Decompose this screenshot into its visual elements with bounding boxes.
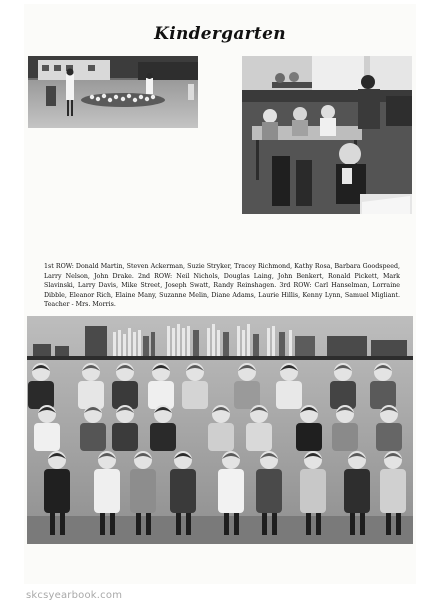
child-body (148, 381, 174, 409)
outdoor-photo-image (28, 56, 198, 128)
child-leg (100, 513, 105, 535)
child-leg (386, 513, 391, 535)
child-leg (110, 513, 115, 535)
child-body (112, 423, 138, 451)
child-leg (224, 513, 229, 535)
child-body (234, 381, 260, 409)
child-leg (272, 513, 277, 535)
child-body (28, 381, 54, 409)
outdoor-class-photo (28, 56, 198, 128)
child-body (296, 423, 322, 451)
child-body (170, 469, 196, 513)
child-body (94, 469, 120, 513)
child-leg (396, 513, 401, 535)
class-photo-image (27, 316, 413, 544)
child-body (130, 469, 156, 513)
child-body (208, 423, 234, 451)
child-leg (146, 513, 151, 535)
child-body (300, 469, 326, 513)
child-body (78, 381, 104, 409)
child-leg (176, 513, 181, 535)
child-body (246, 423, 272, 451)
child-leg (136, 513, 141, 535)
child-body (182, 381, 208, 409)
child-leg (360, 513, 365, 535)
child-body (44, 469, 70, 513)
child-body (34, 423, 60, 451)
child-body (344, 469, 370, 513)
child-body (256, 469, 282, 513)
child-leg (262, 513, 267, 535)
watermark-text: skcsyearbook.com (26, 590, 123, 601)
child-body (370, 381, 396, 409)
class-group-photo (27, 316, 413, 544)
child-leg (234, 513, 239, 535)
child-body (150, 423, 176, 451)
table-photo-image (242, 56, 412, 214)
child-body (332, 423, 358, 451)
child-body (330, 381, 356, 409)
child-leg (350, 513, 355, 535)
child-body (376, 423, 402, 451)
child-leg (60, 513, 65, 535)
child-body (112, 381, 138, 409)
child-leg (50, 513, 55, 535)
child-leg (316, 513, 321, 535)
class-roster-caption: 1st ROW: Donald Martin, Steven Ackerman, Suzie Stryker, Tracey Richmond, Kathy Rosa, Barbara Goodspeed, Larry Nelson, John Drake. 2nd ROW: Neil Nichols, Douglas Laing, John Benkert, Ronald Pickett, Mark Slavinski, Larry Davis, Mike Street, Joseph Swatt, Randy Reinshagen. 3rd ROW: Carl Hanselman, Lorraine Dibble, Eleanor Rich, Elaine Many, Suzanne Melin, Diane Adams, Laurie Hillis, Kenny Lynn, Samuel Migliant. Teacher - Mrs. Morris. (44, 263, 400, 309)
child-leg (186, 513, 191, 535)
child-body (380, 469, 406, 513)
snack-table-photo (242, 56, 412, 214)
child-body (276, 381, 302, 409)
page-title: Kindergarten (154, 24, 286, 44)
child-leg (306, 513, 311, 535)
yearbook-page (24, 4, 416, 601)
child-body (218, 469, 244, 513)
child-body (80, 423, 106, 451)
